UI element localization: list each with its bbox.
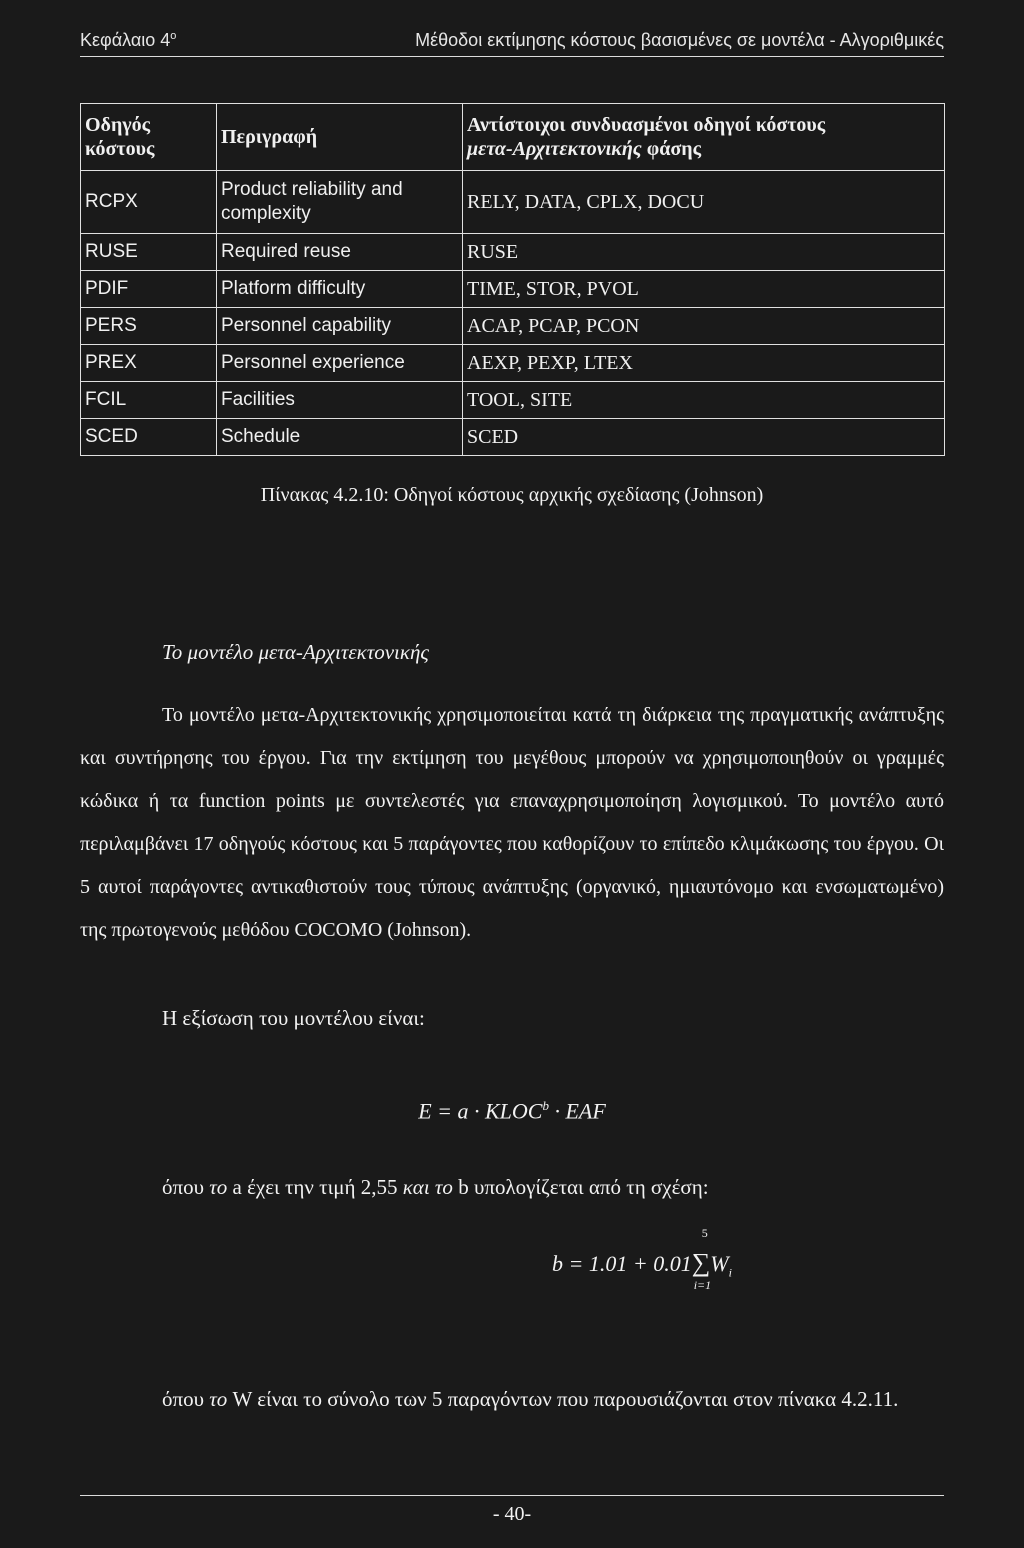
header-driver: Οδηγός κόστους [81,104,217,171]
section-title: Το μοντέλο μετα-Αρχιτεκτονικής [162,640,429,664]
exponent-equation: b = 1.01 + 0.01 5 ∑ i=1 $W_i$ [552,1226,732,1292]
header-combined: Αντίστοιχοι συνδυασμένοι οδηγοί κόστους μετα-Αρχιτεκτονικής φάσης [463,104,945,171]
table-row: SCED Schedule SCED [81,419,945,456]
effort-equation: $E = a \cdot KLOC^b$ · EAF [418,1098,606,1124]
equation-intro: Η εξίσωση του μοντέλου είναι: [162,1006,425,1030]
header-rule [80,56,944,57]
page-number: - 40- [492,1503,532,1525]
table-row: PERS Personnel capability ACAP, PCAP, PCON [81,308,945,345]
table-row: RCPX Product reliability and complexity RELY, DATA, CPLX, DOCU [81,171,945,234]
footer-rule [80,1495,944,1496]
table-row: PDIF Platform difficulty TIME, STOR, PVOL [81,271,945,308]
where-w-text: όπου το W είναι το σύνολο των 5 παραγόντων που παρουσιάζονται στον πίνακα 4.2.11. [162,1387,899,1411]
chapter-label: Κεφάλαιο $4^o$ [80,30,177,50]
table-row: FCIL Facilities TOOL, SITE [81,382,945,419]
table-caption: Πίνακας 4.2.10: Οδηγοί κόστους αρχικής σχεδίασης (Johnson) [260,484,764,506]
running-title: Μέθοδοι εκτίμησης κόστους βασισμένες σε μοντέλα - Αλγοριθμικές [415,30,944,50]
cost-drivers-table [80,103,945,456]
body-paragraph: Το μοντέλο μετα-Αρχιτεκτονικής χρησιμοποιείται κατά τη διάρκεια της πραγματικής ανάπτυξης και συντήρησης του έργου. Για την εκτίμηση του μεγέθους μπορούν να χρησιμοποιηθούν οι γραμμές κώδικα ή τα function points με συντελεστές για επαναχρησιμοποίηση λογισμικού. Το μοντέλο αυτό περιλαμβάνει 17 οδηγούς κόστους και 5 παράγοντες που καθορίζουν το επίπεδο κλιμάκωσης του έργου. Οι 5 αυτοί παράγοντες αντικαθιστούν τους τύπους ανάπτυξης (οργανικό, ημιαυτόνομο και ενσωματωμένο) της πρωτογενούς μεθόδου COCOMO (Johnson). [80,704,944,941]
table-row: PREX Personnel experience AEXP, PEXP, LTEX [81,345,945,382]
summation-symbol: 5 ∑ i=1 [691,1226,712,1292]
table-row: RUSE Required reuse RUSE [81,234,945,271]
where-a-b-text: όπου το a έχει την τιμή 2,55 και το b υπολογίζεται από τη σχέση: [162,1175,709,1199]
header-description: Περιγραφή [217,104,463,171]
